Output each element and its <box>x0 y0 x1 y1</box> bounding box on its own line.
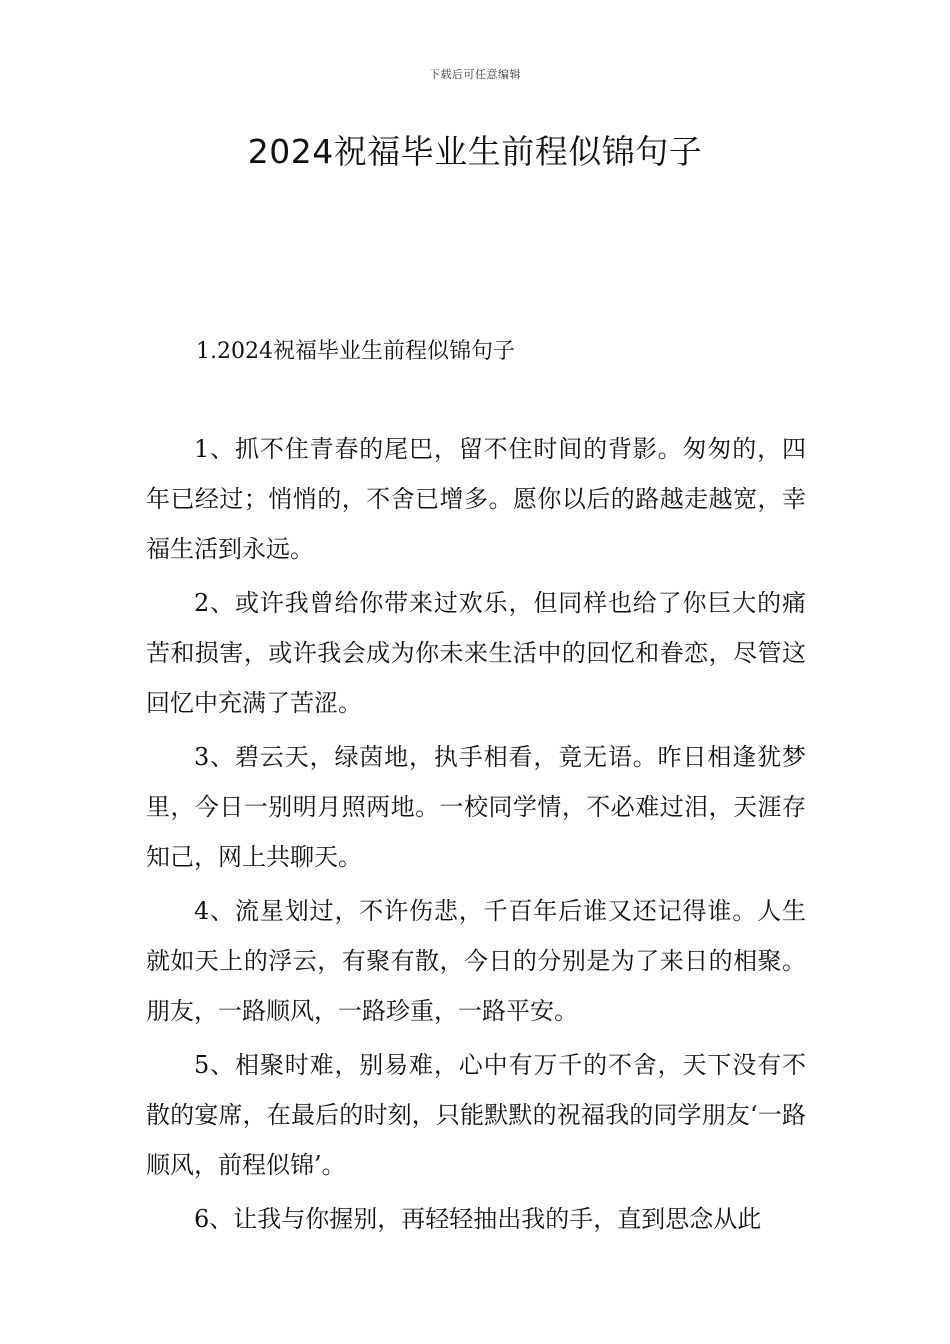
paragraph-3: 3、碧云天，绿茵地，执手相看，竟无语。昨日相逢犹梦里，今日一别明月照两地。一校同学情，不必难过泪，天涯存知己，网上共聊天。 <box>146 743 806 871</box>
document-title: 2024祝福毕业生前程似锦句子 <box>247 132 703 171</box>
paragraph-1: 1、抓不住青春的尾巴，留不住时间的背影。匆匆的，四年已经过；悄悄的，不舍已增多。愿你以后的路越走越宽，幸福生活到永远。 <box>146 435 806 563</box>
body-text <box>146 424 806 1248</box>
section-heading: 1.2024祝福毕业生前程似锦句子 <box>196 339 515 364</box>
paragraph-6: 6、让我与你握别，再轻轻抽出我的手，直到思念从此 <box>194 1205 762 1233</box>
paragraph-4: 4、流星划过，不许伤悲，千百年后谁又还记得谁。人生就如天上的浮云，有聚有散，今日的分别是为了来日的相聚。朋友，一路顺风，一路珍重，一路平安。 <box>146 897 806 1025</box>
header-note: 下载后可任意编辑 <box>429 68 521 81</box>
paragraph-5: 5、相聚时难，别易难，心中有万千的不舍，天下没有不散的宴席，在最后的时刻，只能默默的祝福我的同学朋友‘一路顺风，前程似锦’。 <box>146 1051 806 1179</box>
paragraph-2: 2、或许我曾给你带来过欢乐，但同样也给了你巨大的痛苦和损害，或许我会成为你未来生活中的回忆和眷恋，尽管这回忆中充满了苦涩。 <box>146 589 806 717</box>
